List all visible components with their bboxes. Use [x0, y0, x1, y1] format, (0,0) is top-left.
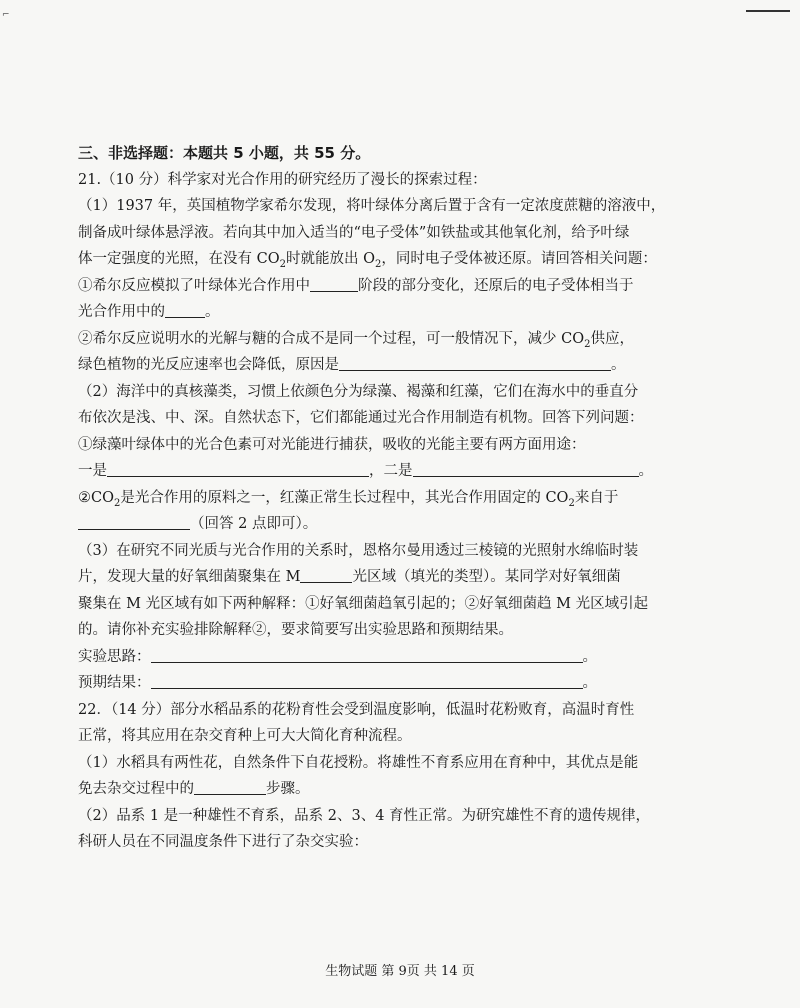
- text: 来自于: [574, 489, 619, 506]
- text: ②希尔反应说明水的光解与糖的合成不是同一个过程，可一般情况下，减少 CO: [78, 330, 585, 347]
- q21-sub1: [78, 273, 738, 300]
- q21-sub1-cont: [78, 299, 738, 326]
- q21-p2-line2: 布依次是浅、中、深。自然状态下，它们都能通过光合作用制造有机物。回答下列问题：: [78, 410, 644, 426]
- text: 。: [611, 357, 626, 373]
- text: ，二是: [369, 463, 413, 479]
- answer-blank[interactable]: [78, 513, 190, 530]
- text: 步骤。: [266, 781, 310, 797]
- q21-co2: [78, 485, 738, 512]
- text: 阶段的部分变化，还原后的电子受体相当于: [358, 277, 634, 294]
- answer-blank[interactable]: [151, 672, 583, 689]
- q21-p1-line2: 制备成叶绿体悬浮液。若向其中加入适当的“电子受体”如铁盐或其他氧化剂，给予叶绿: [78, 224, 630, 241]
- q21-p2-line3: ①绿藻叶绿体中的光合色素可对光能进行捕获，吸收的光能主要有两方面用途：: [78, 436, 586, 453]
- q22-line1: 22．（14 分）部分水稻品系的花粉育性会受到温度影响，低温时花粉败育，高温时育性: [78, 701, 635, 718]
- text: 实验思路：: [78, 648, 151, 665]
- text: 免去杂交过程中的: [78, 781, 194, 797]
- scan-edge-mark: [746, 10, 790, 12]
- text: 。: [582, 648, 597, 665]
- answer-blank[interactable]: [339, 354, 611, 371]
- text: 绿色植物的光反应速率也会降低，原因是: [78, 357, 339, 373]
- text: 。: [638, 463, 653, 479]
- q21-p1-line1: （1）1937 年，英国植物学家希尔发现，将叶绿体分离后置于含有一定浓度蔗糖的溶液中，: [78, 198, 666, 214]
- q21-sub2-cont: [78, 352, 738, 379]
- q21-result: [78, 670, 738, 697]
- text: 体一定强度的光照，在没有 CO: [78, 251, 280, 267]
- answer-blank[interactable]: [107, 460, 369, 477]
- text: 预期结果：: [78, 675, 151, 691]
- q22-p2-line2: 科研人员在不同温度条件下进行了杂交实验：: [78, 834, 368, 850]
- answer-blank[interactable]: [194, 778, 266, 795]
- subscript: 2: [113, 497, 121, 509]
- q22-p1-line2: [78, 776, 738, 803]
- text: 。: [582, 675, 597, 691]
- text: 时就能放出 O: [285, 251, 375, 267]
- q21-p3-line3: 聚集在 M 光区域有如下两种解释：①好氧细菌趋氧引起的；②好氧细菌趋 M 光区域引起: [78, 595, 649, 612]
- subscript: 2: [584, 338, 591, 350]
- text: 一是: [78, 463, 107, 479]
- text: 光区域（填光的类型）。某同学对好氧细菌: [352, 569, 621, 585]
- q22-p1-line1: （1）水稻具有两性花，自然条件下自花授粉。将雄性不育系应用在育种中，其优点是能: [78, 754, 639, 771]
- answer-blank[interactable]: [413, 460, 639, 477]
- text: ②CO: [78, 489, 114, 506]
- text: ，同时电子受体被还原。请回答相关问题：: [381, 251, 657, 267]
- q22-line2: 正常，将其应用在杂交育种上可大大简化育种流程。: [78, 728, 412, 744]
- subscript: 2: [374, 258, 382, 270]
- q21-idea: [78, 644, 738, 671]
- answer-blank[interactable]: [165, 301, 205, 318]
- answer-blank[interactable]: [310, 275, 358, 292]
- text: ①希尔反应模拟了叶绿体光合作用中: [78, 277, 310, 294]
- text: （回答 2 点即可）。: [190, 516, 318, 532]
- text: 片，发现大量的好氧细菌聚集在 M: [78, 569, 301, 585]
- text: 供应，: [590, 330, 634, 347]
- exam-page-content: [78, 140, 738, 856]
- subscript: 2: [568, 497, 575, 509]
- subscript: 2: [279, 258, 286, 270]
- corner-mark: ⌐: [2, 10, 10, 20]
- q21-uses: [78, 458, 738, 485]
- q21-p3-line2: [78, 564, 738, 591]
- text: 光合作用中的: [78, 304, 165, 320]
- q21-p1-line3: [78, 246, 738, 273]
- answer-blank[interactable]: [151, 646, 583, 663]
- page-footer: 生物试题 第 9页 共 14 页: [325, 964, 475, 979]
- q21-intro: 21.（10 分）科学家对光合作用的研究经历了漫长的探索过程：: [78, 171, 487, 188]
- text: 是光合作用的原料之一，红藻正常生长过程中，其光合作用固定的 CO: [120, 489, 569, 506]
- answer-blank[interactable]: [300, 566, 352, 583]
- q21-co2-cont: [78, 511, 738, 538]
- q21-p3-line1: （3）在研究不同光质与光合作用的关系时，恩格尔曼用透过三棱镜的光照射水绵临时装: [78, 542, 639, 559]
- q22-p2-line1: （2）品系 1 是一种雄性不育系，品系 2、3、4 育性正常。为研究雄性不育的遗传规律，: [78, 807, 651, 824]
- text: 。: [205, 304, 220, 320]
- section-title: 三、非选择题：本题共 5 小题，共 55 分。: [78, 144, 371, 162]
- q21-p2-line1: （2）海洋中的真核藻类，习惯上依颜色分为绿藻、褐藻和红藻，它们在海水中的垂直分: [78, 383, 639, 400]
- q21-sub2: [78, 326, 738, 353]
- q21-p3-line4: 的。请你补充实验排除解释②，要求简要写出实验思路和预期结果。: [78, 622, 513, 638]
